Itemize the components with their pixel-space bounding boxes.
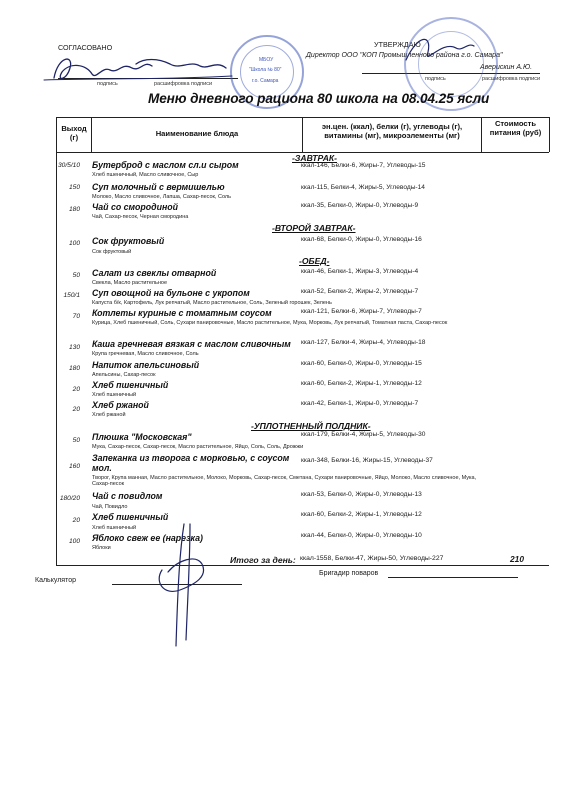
menu-item-ingredients: Хлеб пшеничный	[92, 525, 137, 531]
menu-item-ingredients: Чай, Повидло	[92, 504, 128, 510]
col-divider-output	[91, 117, 92, 152]
menu-item-nutrition: ккал-68, Белки-0, Жиры-0, Углеводы-16	[301, 236, 422, 243]
menu-item-name: Котлеты куриные с томатным соусом	[92, 308, 272, 318]
menu-item-output: 30/5/10	[58, 162, 80, 169]
right-decode-caption: расшифровка подписи	[482, 76, 541, 82]
approved-right-label: УТВЕРЖДАЮ	[374, 40, 421, 49]
menu-item-name: Бутерброд с маслом сл.и сыром	[92, 160, 239, 170]
total-nutrition: ккал-1558, Белки-47, Жиры-50, Углеводы-227	[300, 555, 444, 562]
menu-item-output: 50	[72, 437, 80, 444]
menu-item-ingredients: Капуста б/к, Картофель, Лук репчатый, Масло растительное, Соль, Зеленый горошек, Зелень	[92, 300, 332, 306]
menu-item-name: Яблоко свеж ее (нарезка)	[92, 533, 203, 543]
menu-item-nutrition: ккал-146, Белки-6, Жиры-7, Углеводы-15	[301, 162, 426, 169]
brigadier-signature-line	[388, 577, 518, 578]
menu-item-nutrition: ккал-52, Белки-2, Жиры-2, Углеводы-7	[301, 288, 419, 295]
menu-item-output: 20	[72, 406, 80, 413]
menu-item-name: Салат из свеклы отварной	[92, 268, 217, 278]
menu-item-output: 130	[68, 344, 80, 351]
menu-item-ingredients: Апельсины, Сахар-песок	[92, 372, 156, 378]
section-breakfast-title: -ЗАВТРАК-	[292, 153, 338, 163]
menu-item-output: 180	[68, 365, 80, 372]
menu-item-output: 160	[68, 463, 80, 470]
menu-item-ingredients: Курица, Хлеб пшеничный, Соль, Сухари панировочные, Масло растительное, Мука, Морковь, Лук репчатый, Томатная паста, Сахар-песок	[92, 320, 448, 326]
brigadier-label: Бригадир поваров	[319, 570, 379, 577]
menu-item-name: Каша гречневая вязкая с маслом сливочным	[92, 339, 291, 349]
menu-item-output: 20	[72, 517, 80, 524]
calculator-signature	[150, 520, 220, 650]
menu-item-name: Чай со смородиной	[92, 202, 179, 212]
menu-item-name: Хлеб пшеничный	[92, 380, 169, 390]
left-sig-caption: подпись	[97, 81, 118, 87]
menu-item-name: Хлеб пшеничный	[92, 512, 169, 522]
director-line: Директор ООО "КОП Промышленного района г.о. Самара"	[306, 52, 503, 59]
menu-item-output: 70	[72, 313, 80, 320]
menu-item-nutrition: ккал-46, Белки-1, Жиры-3, Углеводы-4	[301, 268, 419, 275]
total-cost: 210	[510, 554, 524, 564]
section-second-breakfast-title: -ВТОРОЙ ЗАВТРАК-	[272, 223, 356, 233]
col-divider-cost	[481, 117, 482, 152]
header-output: Выход (г)	[61, 124, 87, 142]
left-decode-caption: расшифровка подписи	[154, 81, 213, 87]
table-right-border	[549, 117, 550, 152]
menu-item-name: Запеканка из творога с морковью, с соусом мол.	[92, 453, 290, 473]
menu-item-ingredients: Хлеб ржаной	[92, 412, 126, 418]
menu-item-ingredients: Сок фруктовый	[92, 249, 132, 255]
menu-item-nutrition: ккал-35, Белки-0, Жиры-0, Углеводы-9	[301, 202, 419, 209]
menu-item-ingredients: Свекла, Масло растительное	[92, 280, 168, 286]
director-name: Аверискин А.Ю.	[480, 64, 533, 71]
menu-item-ingredients: Мука, Сахар-песок, Сахар-песок, Масло растительное, Яйцо, Соль, Соль, Дрожжи	[92, 444, 304, 450]
menu-item-name: Суп овощной на бульоне с укропом	[92, 288, 250, 298]
stamp-org: МБОУ	[259, 57, 274, 63]
menu-item-nutrition: ккал-60, Белки-2, Жиры-1, Углеводы-12	[301, 511, 422, 518]
menu-item-name: Напиток апельсиновый	[92, 360, 200, 370]
menu-item-nutrition: ккал-44, Белки-0, Жиры-0, Углеводы-10	[301, 532, 422, 539]
menu-item-nutrition: ккал-60, Белки-2, Жиры-1, Углеводы-12	[301, 380, 422, 387]
menu-item-output: 100	[68, 538, 80, 545]
menu-item-ingredients: Хлеб пшеничный	[92, 392, 137, 398]
menu-item-output: 50	[72, 272, 80, 279]
menu-item-ingredients: Яблоки	[92, 545, 111, 551]
menu-item-name: Сок фруктовый	[92, 236, 165, 246]
menu-item-ingredients: Крупа гречневая, Масло сливочное, Соль	[92, 351, 199, 357]
menu-item-output: 150/1	[63, 292, 80, 299]
table-bottom-border	[56, 565, 549, 566]
menu-item-nutrition: ккал-42, Белки-1, Жиры-0, Углеводы-7	[301, 400, 419, 407]
calculator-label: Калькулятор	[35, 577, 76, 584]
menu-item-name: Хлеб ржаной	[92, 400, 149, 410]
section-afternoon-snack-title: -УПЛОТНЕННЫЙ ПОЛДНИК-	[251, 421, 371, 431]
menu-item-output: 20	[72, 386, 80, 393]
menu-item-nutrition: ккал-121, Белки-6, Жиры-7, Углеводы-7	[301, 308, 422, 315]
col-divider-nutrition	[302, 117, 303, 152]
menu-item-ingredients: Молоко, Масло сливочное, Лапша, Сахар-песок, Соль	[92, 194, 231, 200]
total-label: Итого за день:	[230, 555, 296, 565]
right-signature	[398, 30, 478, 70]
menu-item-ingredients: Хлеб пшеничный, Масло сливочное, Сыр	[92, 172, 199, 178]
section-lunch-title: -ОБЕД-	[299, 256, 330, 266]
menu-item-output: 150	[68, 184, 80, 191]
menu-item-name: Чай с повидлом	[92, 491, 163, 501]
menu-item-ingredients: Творог, Крупа манная, Масло растительное, Молоко, Морковь, Сахар-песок, Сметана, Сухари панировочные, Яйцо, Молоко, Масло сливочное, Мука, Сахар-песок	[92, 475, 477, 488]
menu-item-nutrition: ккал-53, Белки-0, Жиры-0, Углеводы-13	[301, 491, 422, 498]
stamp-city: г.о. Самара	[252, 78, 279, 84]
menu-item-nutrition: ккал-115, Белки-4, Жиры-5, Углеводы-14	[301, 184, 425, 191]
menu-item-nutrition: ккал-179, Белки-4, Жиры-5, Углеводы-30	[301, 431, 426, 438]
menu-item-output: 180	[68, 206, 80, 213]
header-name: Наименование блюда	[155, 129, 239, 138]
header-cost: Стоимость питания (руб)	[489, 119, 542, 137]
menu-item-nutrition: ккал-60, Белки-0, Жиры-0, Углеводы-15	[301, 360, 422, 367]
stamp-school: "Школа № 80"	[249, 67, 282, 73]
menu-item-name: Плюшка "Московская"	[92, 432, 192, 442]
header-nutrition: эн.цен. (ккал), белки (г), углеводы (г), витамины (мг), микроэлементы (мг)	[321, 122, 463, 140]
menu-item-ingredients: Чай, Сахар-песок, Черная смородина	[92, 214, 189, 220]
menu-item-nutrition: ккал-127, Белки-4, Жиры-4, Углеводы-18	[301, 339, 426, 346]
left-signature	[40, 50, 240, 90]
right-sig-caption: подпись	[425, 76, 446, 82]
menu-item-name: Суп молочный с вермишелью	[92, 182, 225, 192]
page-title: Меню дневного рациона 80 школа на 08.04.25 ясли	[148, 91, 490, 106]
approved-left-label: СОГЛАСОВАНО	[58, 43, 113, 52]
menu-item-output: 100	[68, 240, 80, 247]
menu-item-nutrition: ккал-348, Белки-16, Жиры-15, Углеводы-37	[301, 457, 433, 464]
menu-item-output: 180/20	[59, 495, 80, 502]
